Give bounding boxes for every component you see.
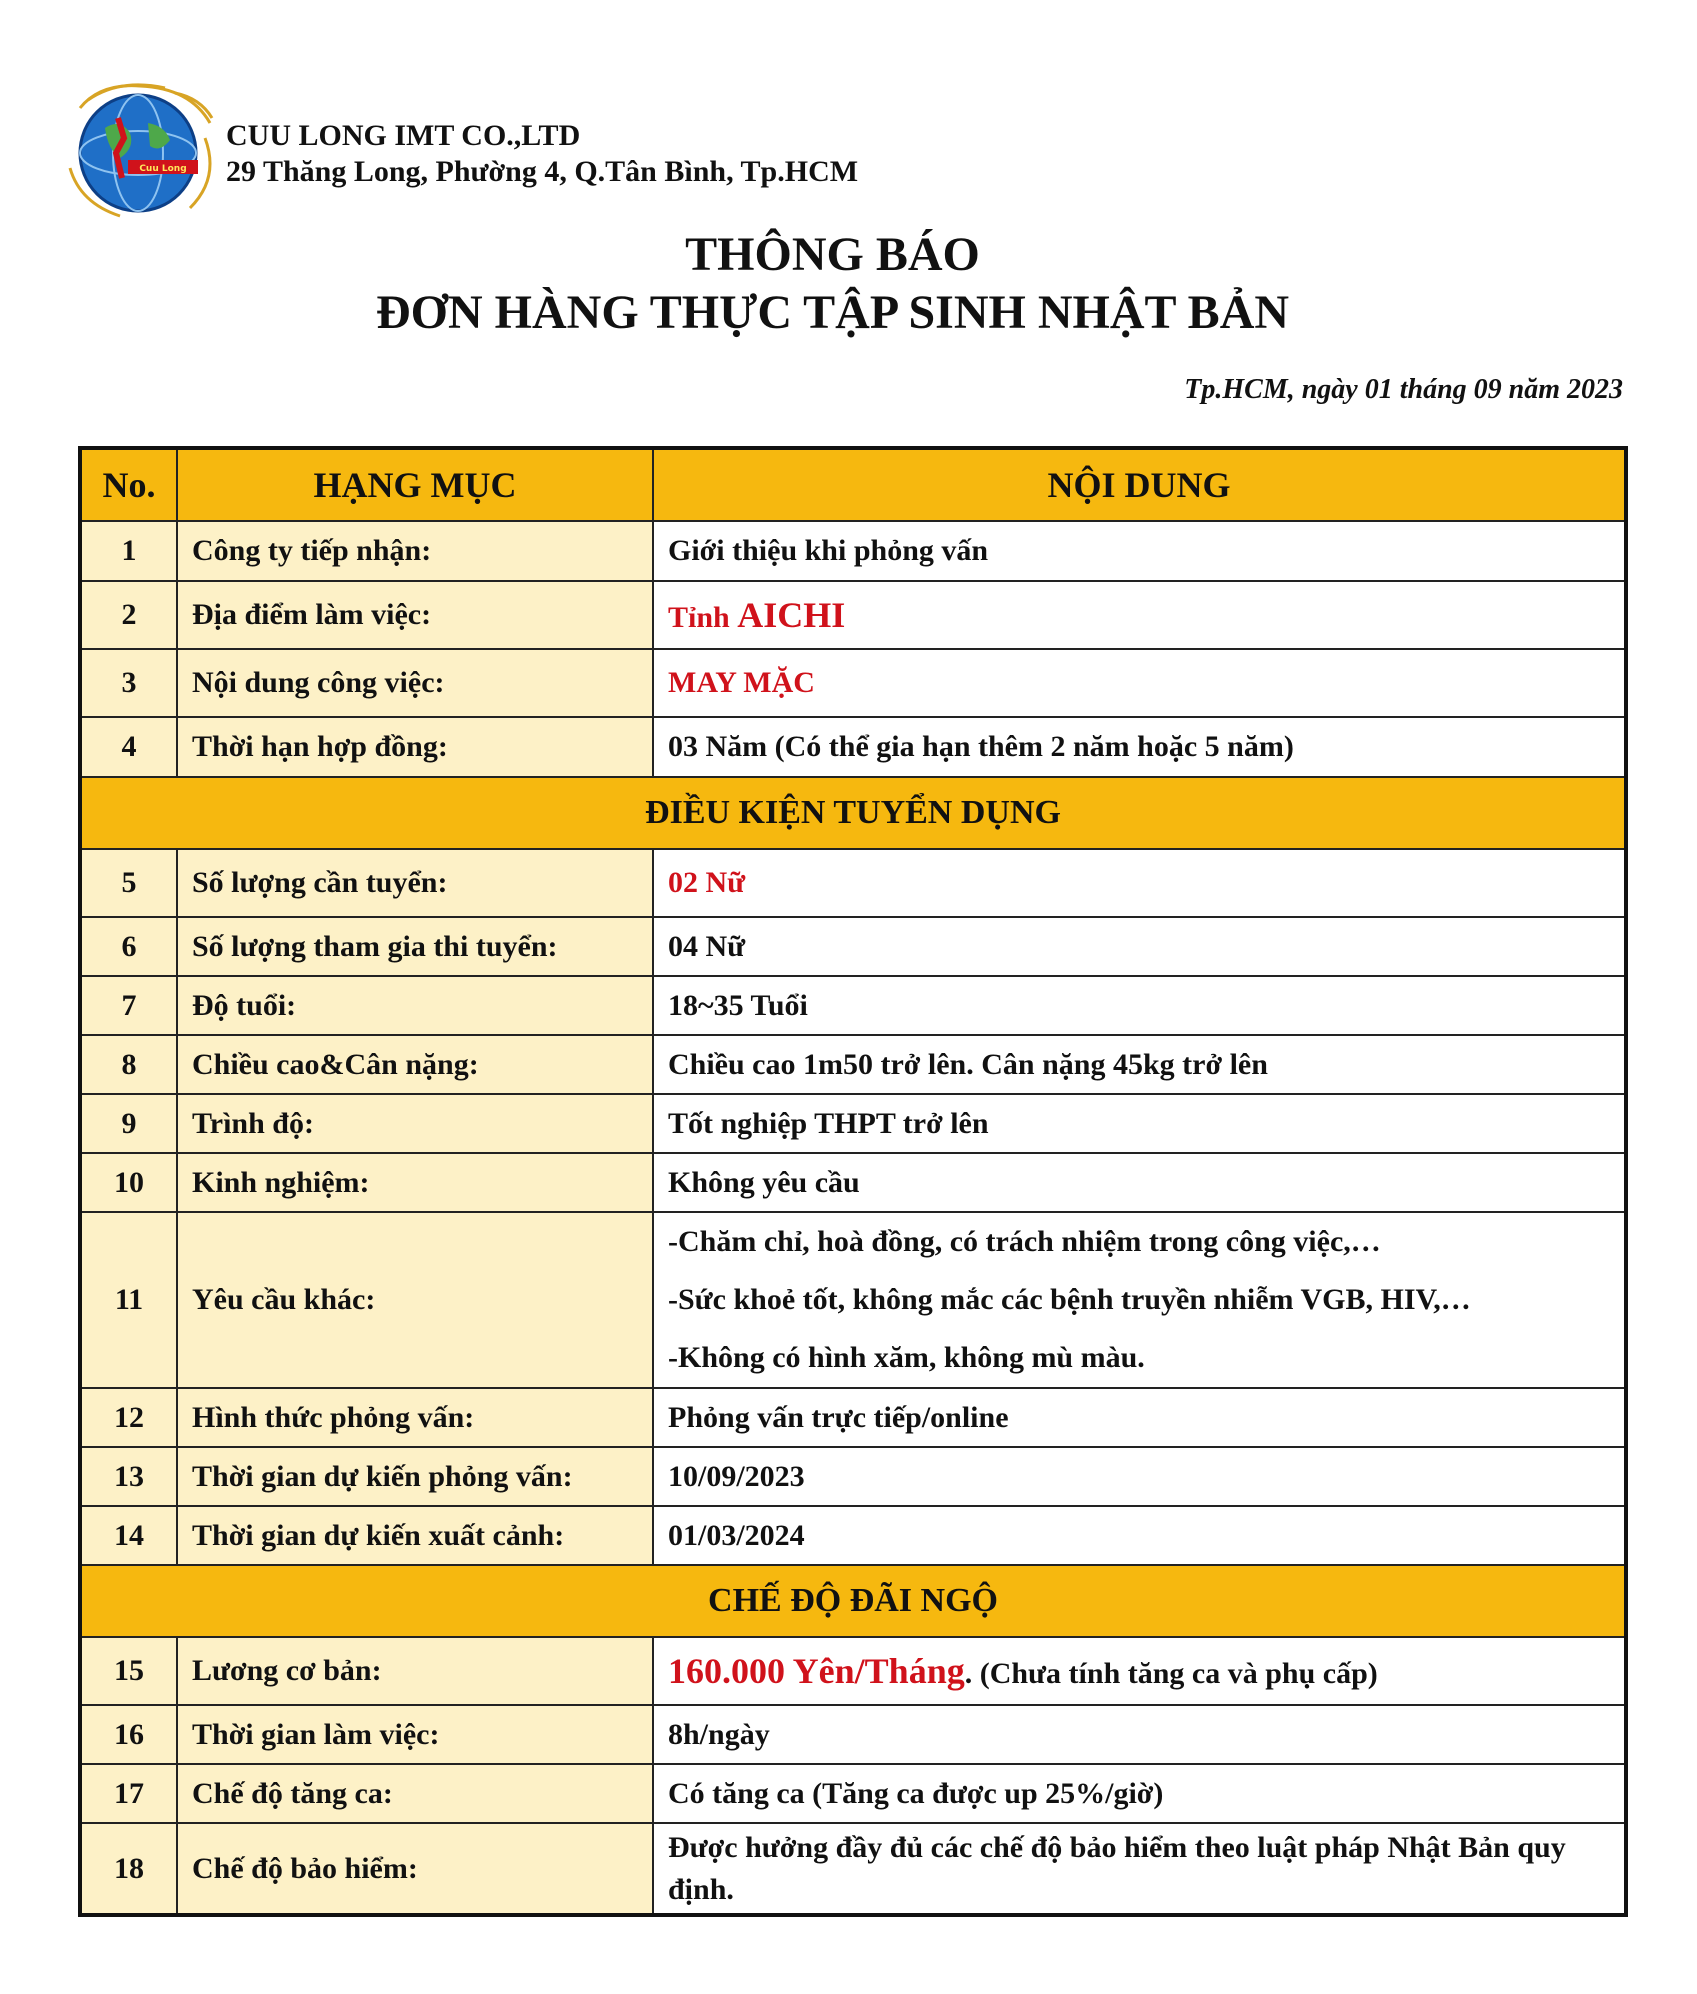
section-header-recruitment [80,777,1626,849]
table-row [80,1764,1626,1823]
row-no: 7 [80,976,177,1035]
row-content: Được hưởng đầy đủ các chế độ bảo hiểm theo luật pháp Nhật Bản quy định. [653,1823,1626,1915]
company-name: CUU LONG IMT CO.,LTD [226,119,581,152]
row-no: 3 [80,649,177,717]
row-content: Có tăng ca (Tăng ca được up 25%/giờ) [653,1764,1626,1823]
row-item: Chế độ tăng ca: [177,1764,653,1823]
page-subtitle: ĐƠN HÀNG THỰC TẬP SINH NHẬT BẢN [375,286,1290,339]
row-item: Thời gian làm việc: [177,1705,653,1764]
row-content [653,1637,1626,1705]
table-row [80,976,1626,1035]
row-no: 11 [80,1212,177,1388]
row-item: Lương cơ bản: [177,1637,653,1705]
row-no: 15 [80,1637,177,1705]
row-item: Công ty tiếp nhận: [177,521,653,581]
row-item: Thời hạn hợp đồng: [177,717,653,777]
row-no: 12 [80,1388,177,1447]
row-no: 9 [80,1094,177,1153]
row-content: MAY MẶC [653,649,1626,717]
row-item: Số lượng cần tuyển: [177,849,653,917]
header-item: HẠNG MỤC [177,448,653,521]
company-address: 29 Thăng Long, Phường 4, Q.Tân Bình, Tp.HCM [226,155,859,188]
row-item: Thời gian dự kiến xuất cảnh: [177,1506,653,1565]
requirement-line: -Sức khoẻ tốt, không mắc các bệnh truyền nhiễm VGB, HIV,… [668,1283,1471,1316]
row-no: 6 [80,917,177,976]
table-row [80,917,1626,976]
page-title: THÔNG BÁO [685,228,980,281]
document-date: Tp.HCM, ngày 01 tháng 09 năm 2023 [1184,374,1623,405]
row-no: 16 [80,1705,177,1764]
row-no: 2 [80,581,177,649]
location-value: AICHI [737,595,846,635]
table-row [80,1094,1626,1153]
row-content [653,581,1626,649]
row-item: Chế độ bảo hiểm: [177,1823,653,1915]
row-no: 18 [80,1823,177,1915]
row-content: Giới thiệu khi phỏng vấn [653,521,1626,581]
row-item: Kinh nghiệm: [177,1153,653,1212]
table-row [80,717,1626,777]
row-content: Phỏng vấn trực tiếp/online [653,1388,1626,1447]
requirement-line: -Chăm chỉ, hoà đồng, có trách nhiệm trong công việc,… [668,1225,1381,1258]
location-prefix: Tỉnh [668,601,738,634]
row-content [653,1212,1626,1388]
salary-value: 160.000 Yên/Tháng [668,1651,965,1691]
header-content: NỘI DUNG [653,448,1626,521]
requirement-line: -Không có hình xăm, không mù màu. [668,1341,1145,1374]
row-no: 8 [80,1035,177,1094]
table-row [80,1705,1626,1764]
row-content: 04 Nữ [653,917,1626,976]
row-item: Độ tuổi: [177,976,653,1035]
table-header-row [80,448,1626,521]
row-content: 03 Năm (Có thể gia hạn thêm 2 năm hoặc 5 năm) [653,717,1626,777]
table-row [80,849,1626,917]
row-content: 10/09/2023 [653,1447,1626,1506]
table-row [80,1506,1626,1565]
section-title: ĐIỀU KIỆN TUYỂN DỤNG [80,777,1626,849]
order-table [78,446,1628,1917]
row-item: Nội dung công việc: [177,649,653,717]
table-row [80,1388,1626,1447]
row-no: 5 [80,849,177,917]
section-header-benefits [80,1565,1626,1637]
company-logo [60,78,220,223]
row-content: Chiều cao 1m50 trở lên. Cân nặng 45kg trở lên [653,1035,1626,1094]
table-row [80,649,1626,717]
row-item: Địa điểm làm việc: [177,581,653,649]
row-no: 4 [80,717,177,777]
table-row [80,1637,1626,1705]
table-row [80,581,1626,649]
section-title: CHẾ ĐỘ ĐÃI NGỘ [80,1565,1626,1637]
row-item: Số lượng tham gia thi tuyển: [177,917,653,976]
row-no: 13 [80,1447,177,1506]
row-content: Tốt nghiệp THPT trở lên [653,1094,1626,1153]
salary-note: . (Chưa tính tăng ca và phụ cấp) [964,1657,1378,1690]
header-no: No. [80,448,177,521]
row-content: 02 Nữ [653,849,1626,917]
table-row [80,1153,1626,1212]
row-no: 1 [80,521,177,581]
row-item: Yêu cầu khác: [177,1212,653,1388]
table-row [80,1447,1626,1506]
row-content: Không yêu cầu [653,1153,1626,1212]
row-content: 8h/ngày [653,1705,1626,1764]
svg-text:Cuu Long: Cuu Long [139,164,187,174]
row-item: Thời gian dự kiến phỏng vấn: [177,1447,653,1506]
row-item: Trình độ: [177,1094,653,1153]
row-content: 01/03/2024 [653,1506,1626,1565]
table-row [80,521,1626,581]
row-item: Hình thức phỏng vấn: [177,1388,653,1447]
row-no: 17 [80,1764,177,1823]
row-no: 10 [80,1153,177,1212]
row-no: 14 [80,1506,177,1565]
table-row [80,1035,1626,1094]
table-row [80,1823,1626,1915]
row-content: 18~35 Tuổi [653,976,1626,1035]
company-header [226,118,858,190]
row-item: Chiều cao&Cân nặng: [177,1035,653,1094]
table-row [80,1212,1626,1388]
